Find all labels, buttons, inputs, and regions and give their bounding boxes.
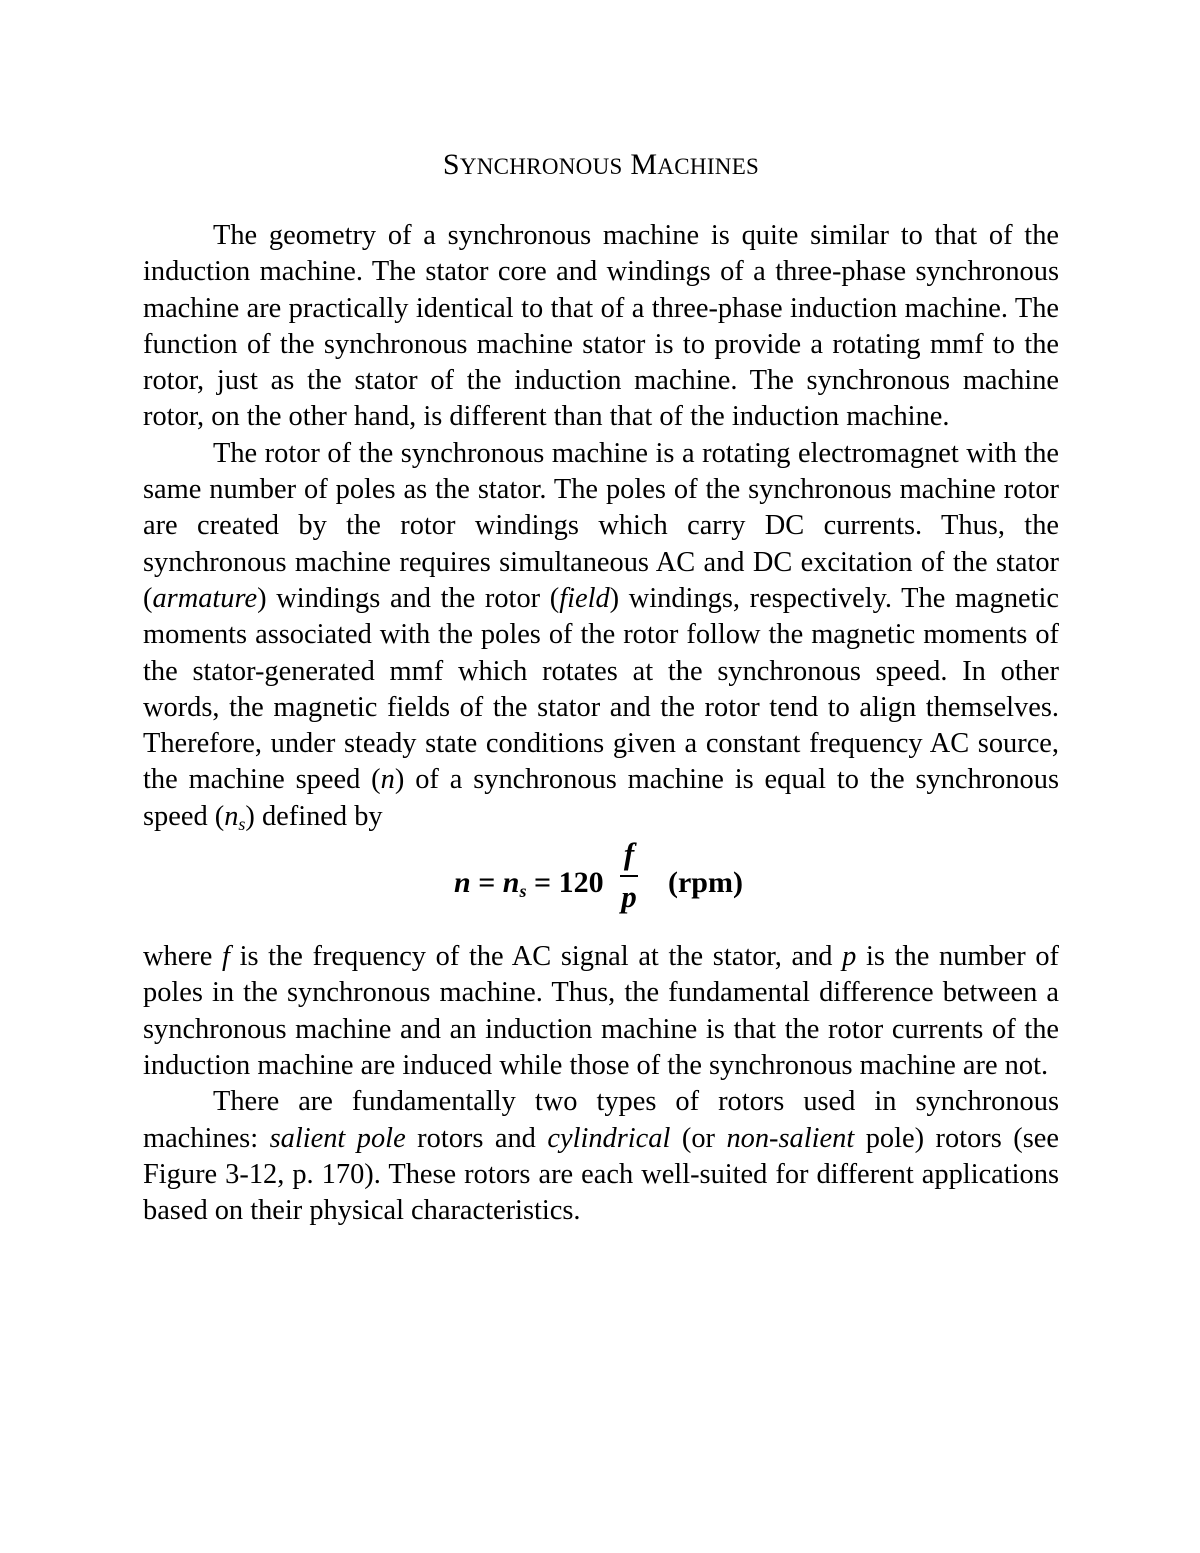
eq-symbol-ns: [502, 866, 527, 902]
symbol-n: n: [380, 764, 395, 796]
speed-equation: [143, 835, 1059, 939]
fraction-denominator: p: [621, 879, 637, 915]
fraction-numerator: f: [623, 836, 635, 872]
term-armature: armature: [152, 582, 258, 614]
para2-text-3: ) windings, respectively. The magnetic moments associated with the poles of the rotor follow the magnetic moments of the stator-generated mmf which rotates at the synchronous speed. In other words, the magnetic fields of the stator and the rotor tend to align themselves. Therefore, under steady state conditions given a constant frequency AC source, the machine speed (: [143, 582, 1059, 796]
paragraph-rotor: [143, 436, 1059, 835]
symbol-p: p: [842, 941, 857, 973]
para3-text-2: is the frequency of the AC signal at the stator, and: [229, 941, 843, 973]
term-field: field: [559, 582, 610, 614]
para2-text-2: ) windings and the rotor (: [257, 582, 560, 614]
document-body: [143, 218, 1059, 1229]
eq-symbol-n: n: [454, 866, 471, 900]
para2-text-4: ) of a synchronous machine is equal to the synchronous speed (: [143, 764, 1059, 832]
equation-unit: (rpm): [668, 866, 743, 900]
para2-text-1: The rotor of the synchronous machine is a rotating electromagnet with the same number of poles as the stator. The poles of the synchronous machine rotor are created by the rotor windings which carry DC currents. Thus, the synchronous machine requires simultaneous AC and DC excitation of the stator (: [143, 437, 1059, 614]
para3-text-3: is the number of poles in the synchronous machine. Thus, the fundamental difference between a synchronous machine and an induction machine is that the rotor currents of the induction machine are induced while those of the synchronous machine are not.: [143, 941, 1059, 1081]
equation-lhs: [454, 865, 604, 901]
eq-equals-1: =: [470, 866, 503, 900]
para4-text-1: There are fundamentally two types of rotors used in synchronous machines:: [143, 1086, 1059, 1154]
symbol-ns-sub: s: [238, 813, 246, 834]
para4-text-3: (or: [670, 1122, 727, 1154]
symbol-ns: [224, 801, 245, 832]
term-non-salient: non-salient: [726, 1122, 855, 1154]
para2-text-5: ) defined by: [245, 800, 383, 832]
title-s-rest: YNCHRONOUS: [459, 154, 623, 179]
paragraph-geometry: The geometry of a synchronous machine is quite similar to that of the induction machine. The stator core and windings of a three-phase synchronous machine are practically identical to that of a three-phase induction machine. The function of the synchronous machine stator is to provide a rotating mmf to the rotor, just as the stator of the induction machine. The synchronous machine rotor, on the other hand, is different than that of the induction machine.: [143, 220, 1059, 433]
title-m-cap: M: [630, 148, 658, 181]
para4-text-4: pole) rotors (see Figure 3-12, p. 170). These rotors are each well-suited for different applications based on their physical characteristics.: [143, 1122, 1059, 1227]
term-cylindrical: cylindrical: [547, 1122, 671, 1154]
eq-equals-120: = 120: [526, 866, 604, 900]
symbol-ns-base: n: [224, 800, 239, 832]
eq-ns-sub: s: [519, 881, 527, 902]
title-s-cap: S: [442, 148, 460, 181]
paragraph-rotor-types: [143, 1084, 1059, 1229]
term-salient-pole: salient pole: [269, 1122, 406, 1154]
fraction-bar: [620, 875, 638, 877]
title-m-rest: ACHINES: [657, 154, 760, 179]
symbol-f: f: [222, 941, 230, 973]
eq-ns-base: n: [502, 866, 520, 900]
para3-text-1: where: [143, 941, 223, 973]
para4-text-2: rotors and: [405, 1122, 548, 1154]
paragraph-where: [143, 939, 1059, 1084]
page-title: [143, 147, 1059, 185]
